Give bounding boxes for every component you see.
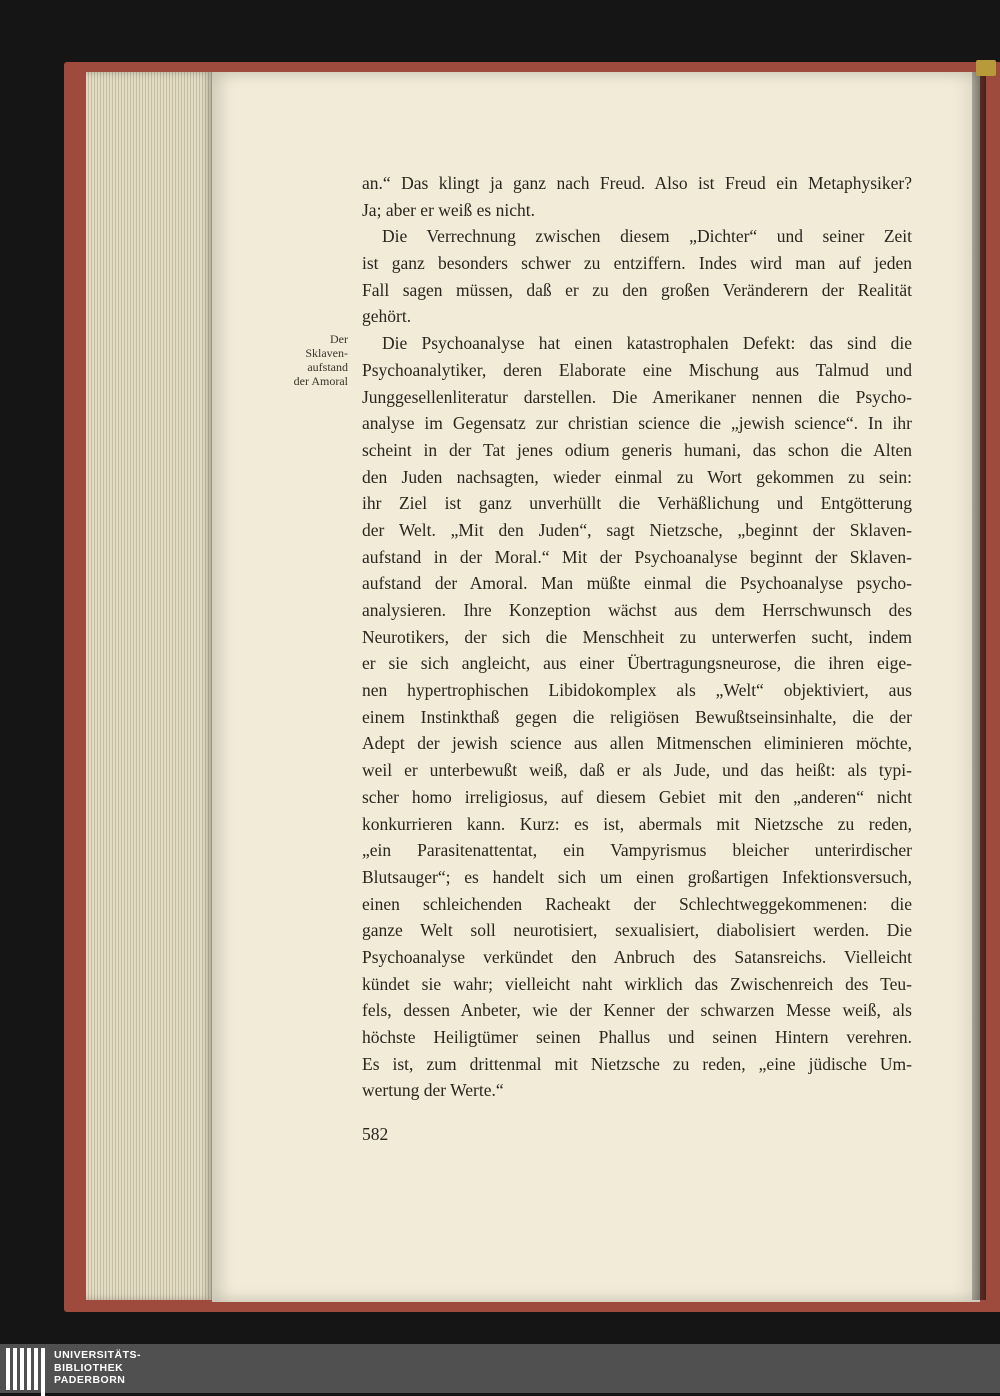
text-line: Es ist, zum drittenmal mit Nietzsche zu reden, „eine jüdische Um- (362, 1053, 912, 1074)
margin-note-line: aufstand (307, 360, 348, 374)
text-line: nen hypertrophischen Libidokomplex als „Welt“ objektiviert, aus (362, 680, 912, 701)
text-line: scher homo irreligiosus, auf diesem Gebiet mit den „anderen“ nicht (362, 786, 912, 807)
page-edges (86, 72, 214, 1300)
page-number: 582 (362, 1124, 389, 1144)
text-line: Fall sagen müssen, daß er zu den großen Veränderern der Realität (362, 279, 912, 300)
text-line: einen schleichenden Racheakt der Schlechtweggekommenen: die (362, 893, 912, 914)
margin-note-line: Sklaven- (305, 346, 348, 360)
text-line: fels, dessen Anbeter, wie der Kenner der schwarzen Messe weiß, als (362, 1000, 912, 1021)
library-logo-icon (6, 1348, 48, 1390)
text-line: konkurrieren kann. Kurz: es ist, abermals mit Nietzsche zu reden, (362, 813, 912, 834)
text-line: Psychoanalytiker, deren Elaborate eine Mischung aus Talmud und (362, 359, 912, 380)
library-name-line: UNIVERSITÄTS- (54, 1349, 142, 1361)
text-line: Adept der jewish science aus allen Mitmenschen eliminieren möchte, (362, 733, 912, 754)
text-line: ihr Ziel ist ganz unverhüllt die Verhäßlichung und Entgötterung (362, 493, 912, 514)
text-line: analysieren. Ihre Konzeption wächst aus dem Herrschwunsch des (362, 600, 912, 620)
margin-note (284, 332, 348, 388)
text-line: wertung der Werte.“ (362, 1080, 504, 1101)
text-line: ist ganz besonders schwer zu entziffern. Indes wird man auf jeden (362, 253, 912, 274)
text-line: ganze Welt soll neurotisiert, sexualisiert, diabolisiert werden. Die (362, 920, 912, 941)
text-line: Neurotikers, der sich die Menschheit zu unterwerfen sucht, indem (362, 626, 912, 647)
text-line: den Juden nachsagten, wieder einmal zu Wort gekommen zu sein: (362, 466, 912, 487)
gutter-shadow (972, 72, 986, 1300)
text-line: aufstand der Amoral. Man müßte einmal die Psychoanalyse psycho- (362, 573, 912, 594)
text-line: Junggesellenliteratur darstellen. Die Amerikaner nennen die Psycho- (362, 386, 912, 407)
text-line: gehört. (362, 306, 412, 327)
library-footer-bar (0, 1344, 1000, 1393)
body-text (362, 170, 912, 1104)
margin-note-line: der Amoral (293, 374, 348, 388)
text-line: weil er unterbewußt weiß, daß er als Jude, und das heißt: als typi- (362, 760, 912, 781)
text-line: der Welt. „Mit den Juden“, sagt Nietzsche, „beginnt der Sklaven- (362, 519, 912, 540)
text-line: höchste Heiligtümer seinen Phallus und seinen Hintern verehren. (362, 1027, 912, 1047)
text-line: Die Verrechnung zwischen diesem „Dichter“ und seiner Zeit (382, 226, 912, 247)
text-line: Ja; aber er weiß es nicht. (362, 199, 535, 220)
text-line: einem Instinkthaß gegen die religiösen Bewußtseinsinhalte, die der (362, 706, 912, 727)
text-line: Blutsauger“; es handelt sich um einen großartigen Infektionsversuch, (362, 866, 912, 887)
margin-note-line: Der (330, 332, 348, 346)
library-name-line: PADERBORN (54, 1374, 126, 1386)
text-line: er sie sich angleicht, aus einer Übertragungsneurose, die ihren eige- (362, 653, 912, 674)
text-line: analyse im Gegensatz zur christian science die „jewish science“. In ihr (362, 413, 912, 434)
bookmark-ribbon (976, 60, 996, 76)
library-name-line: BIBLIOTHEK (54, 1361, 124, 1374)
text-line: Die Psychoanalyse hat einen katastrophalen Defekt: das sind die (382, 333, 912, 354)
text-line: „ein Parasitenattentat, ein Vampyrismus bleicher unterirdischer (362, 840, 912, 861)
text-line: scheint in der Tat jenes odium generis humani, das schon die Alten (362, 439, 912, 460)
library-name (54, 1349, 141, 1387)
text-line: kündet sie wahr; vielleicht naht wirklich das Zwischenreich des Teu- (362, 973, 912, 994)
text-line: Psychoanalyse verkündet den Anbruch des Satansreichs. Vielleicht (362, 946, 912, 967)
text-line: an.“ Das klingt ja ganz nach Freud. Also ist Freud ein Metaphysiker? (362, 173, 912, 193)
text-line: aufstand in der Moral.“ Mit der Psychoanalyse beginnt der Sklaven- (362, 546, 912, 567)
